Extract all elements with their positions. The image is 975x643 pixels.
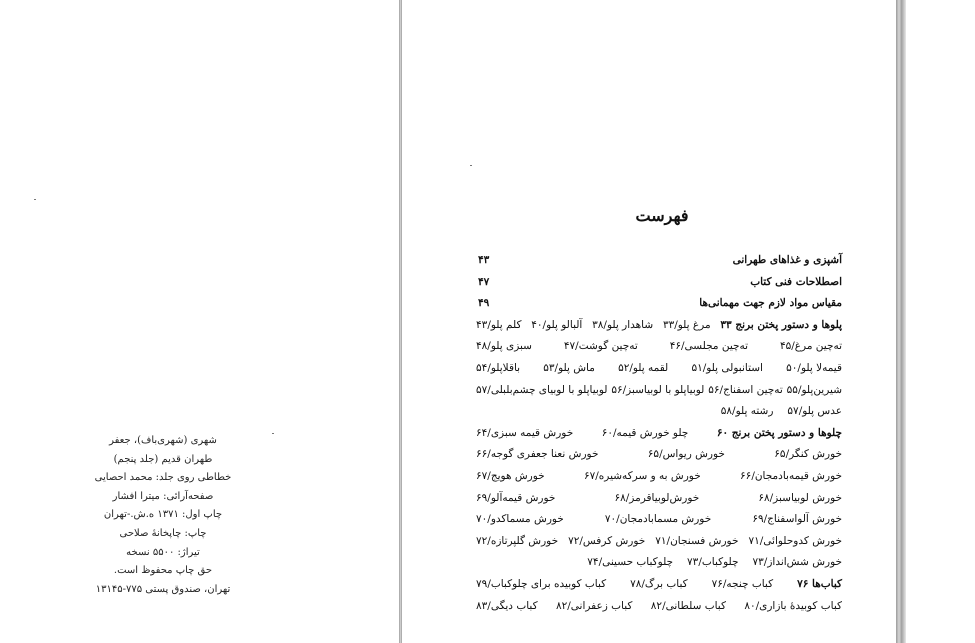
toc-entry: کباب‌ها ۷۶: [797, 577, 842, 590]
table-of-contents: [476, 250, 842, 617]
toc-section-page: ۴۹: [478, 297, 490, 310]
toc-entry: کباب دیگی/۸۳: [476, 599, 538, 612]
toc-line: [476, 444, 842, 466]
toc-entry: ته‌چین اسفناج/۵۶: [708, 383, 783, 396]
colophon-title: طهران قدیم (جلد پنجم): [113, 453, 213, 465]
toc-line: [476, 315, 842, 337]
toc-entry: چلو خورش قیمه/۶۰: [601, 426, 689, 439]
toc-section-row: [476, 250, 842, 272]
toc-section-label: مقیاس مواد لازم جهت مهمانی‌ها: [699, 297, 842, 310]
toc-entry: خورش گلپرتازه/۷۲: [476, 534, 559, 547]
toc-entry: خورش به و سرکه‌شیره/۶۷: [583, 469, 701, 482]
toc-line: [476, 596, 842, 618]
toc-entry: خورش قیمه‌بادمجان/۶۶: [740, 469, 842, 482]
toc-entry: خورش شش‌انداز/۷۳: [752, 556, 842, 569]
toc-line: [476, 423, 842, 445]
toc-section-row: [476, 272, 842, 294]
page-edge-shadow: [902, 0, 906, 643]
colophon-author: شهری (شهری‌باف)، جعفر: [109, 435, 217, 446]
toc-entry: ته‌چین مجلسی/۴۶: [669, 340, 749, 353]
toc-entry: خورش قیمه سبزی/۶۴: [476, 426, 574, 439]
toc-entry: خورش لوبیاسبز/۶۸: [758, 491, 842, 504]
toc-line: [476, 531, 842, 553]
colophon-cover-calligraphy: خطاطی روی جلد: محمد احصایی: [94, 472, 232, 484]
toc-entry: لوبیاپلو با لوبیای چشم‌بلبلی/۵۷: [476, 383, 608, 396]
colophon-copyright: حق چاپ محفوظ است.: [113, 565, 213, 577]
toc-entry: خورش قیمه‌آلو/۶۹: [476, 491, 556, 504]
toc-title: [402, 206, 896, 225]
colophon-layout: صفحه‌آرائی: میترا افشار: [112, 490, 214, 502]
toc-line: [476, 466, 842, 488]
toc-entry: قیمه‌لا پلو/۵۰: [786, 361, 842, 374]
left-page: [0, 0, 399, 643]
scan-speck: [34, 199, 36, 200]
toc-entry: مرغ پلو/۳۳: [662, 318, 711, 331]
toc-line: [476, 336, 842, 358]
toc-entry: لقمه پلو/۵۲: [618, 361, 669, 374]
colophon-address: تهران، صندوق پستی ۷۷۵-۱۳۱۴۵: [95, 583, 231, 595]
toc-line: [476, 380, 842, 402]
toc-entry: آلبالو پلو/۴۰: [531, 318, 583, 331]
toc-entry: چلوها و دستور پختن برنج ۶۰: [716, 426, 842, 439]
toc-entry: خورش کرفس/۷۲: [568, 534, 646, 547]
toc-entry: چلوکباب حسینی/۷۴: [587, 556, 674, 569]
toc-entry: استانبولی پلو/۵۱: [691, 361, 763, 374]
toc-entry: خورش مسمابادمجان/۷۰: [604, 513, 712, 526]
toc-entry: ماش پلو/۵۳: [543, 361, 595, 374]
next-page-edge: [902, 0, 975, 643]
toc-entry: لوبیاپلو با لوبیاسبز/۵۶: [611, 383, 705, 396]
toc-entry: خورش ریواس/۶۵: [647, 448, 725, 461]
toc-entry: رشته پلو/۵۸: [720, 405, 774, 418]
toc-entry: سبزی پلو/۴۸: [476, 340, 532, 353]
toc-entry: شاهدار پلو/۳۸: [592, 318, 654, 331]
toc-entry: خورش مسماکدو/۷۰: [476, 513, 564, 526]
toc-entry: خورش‌لوبیاقرمز/۶۸: [614, 491, 700, 504]
toc-entry: باقلاپلو/۵۴: [476, 361, 521, 374]
toc-entry: ته‌چین مرغ/۴۵: [779, 340, 842, 353]
toc-line: [476, 509, 842, 531]
toc-line: [476, 552, 842, 574]
toc-section-page: ۴۷: [478, 275, 490, 288]
toc-entry: خورش هویج/۶۷: [476, 469, 545, 482]
toc-section-label: آشپزی و غذاهای طهرانی: [732, 254, 842, 266]
toc-entry: چلوکباب/۷۳: [687, 556, 739, 569]
toc-entry: پلوها و دستور پختن برنج ۳۳: [720, 318, 842, 331]
toc-entry: کباب کوبیدهٔ بازاری/۸۰: [744, 599, 842, 612]
colophon-edition: چاپ اول: ۱۳۷۱ ه.ش.-تهران: [103, 509, 223, 521]
scan-speck: [470, 165, 472, 166]
toc-entry: ته‌چین گوشت/۴۷: [563, 340, 638, 353]
toc-entry: کباب چنجه/۷۶: [711, 577, 774, 590]
right-page: [402, 0, 896, 643]
toc-line: [476, 401, 842, 423]
toc-line: [476, 358, 842, 380]
colophon-circulation: تیراژ: ۵۵۰۰ نسخه: [126, 546, 200, 558]
colophon: [88, 432, 238, 599]
toc-entry: کباب کوبیده برای چلوکباب/۷۹: [476, 577, 607, 590]
toc-title-text: فهرست: [635, 206, 689, 225]
toc-line: [476, 574, 842, 596]
toc-entry: کباب سلطانی/۸۲: [650, 599, 726, 612]
toc-entry: شیرین‌پلو/۵۵: [786, 383, 842, 396]
toc-line: [476, 488, 842, 510]
toc-section-label: اصطلاحات فنی کتاب: [750, 275, 842, 288]
toc-entry: خورش کدوحلوائی/۷۱: [748, 534, 842, 547]
toc-entry: خورش فسنجان/۷۱: [655, 534, 739, 547]
scan-speck: [272, 433, 274, 434]
toc-entry: کباب زعفرانی/۸۲: [555, 599, 633, 612]
toc-entry: خورش آلواسفناج/۶۹: [752, 513, 842, 526]
toc-entry: کباب برگ/۷۸: [630, 577, 688, 590]
toc-section-page: ۴۳: [478, 254, 490, 266]
colophon-printer: چاپ: چاپخانهٔ صلاحی: [119, 527, 207, 539]
toc-entry: خورش نعنا جعفری گوجه/۶۶: [476, 448, 599, 461]
toc-section-row: [476, 293, 842, 315]
toc-entry: کلم پلو/۴۳: [476, 318, 522, 331]
toc-entry: عدس پلو/۵۷: [787, 405, 842, 418]
toc-entry: خورش کنگر/۶۵: [774, 448, 842, 461]
